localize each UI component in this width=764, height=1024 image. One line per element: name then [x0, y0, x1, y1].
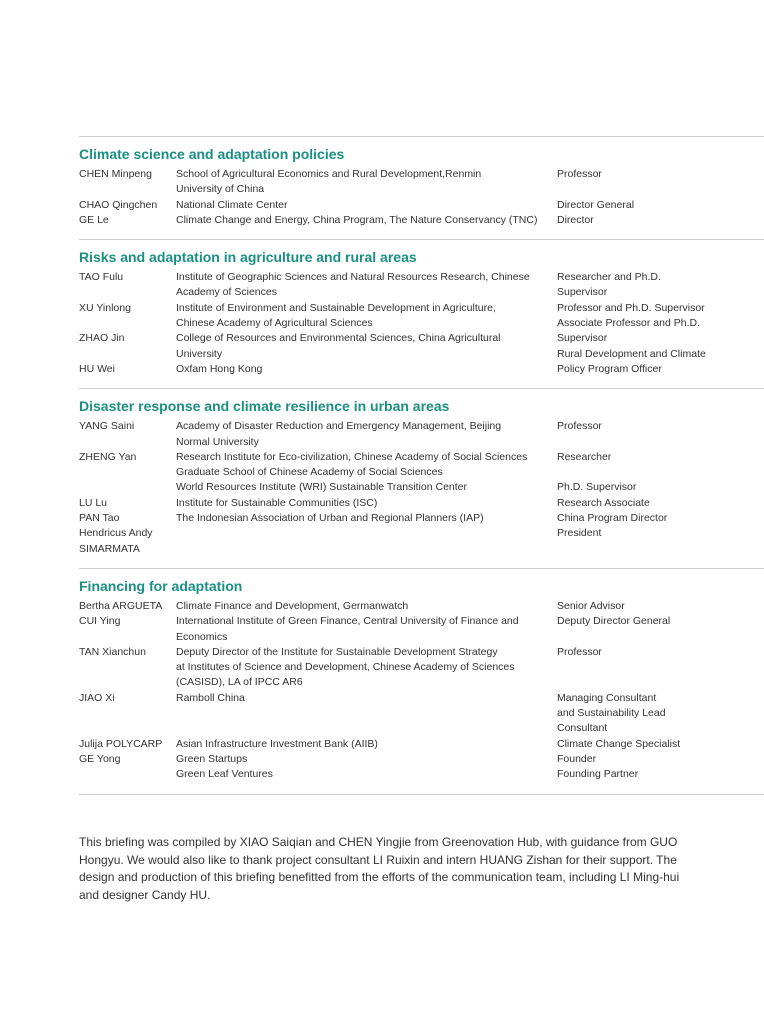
contributor-role: Research Associate [557, 496, 650, 509]
section-rows [79, 419, 764, 557]
contributor-institution: School of Agricultural Economics and Rural Development,Renmin University of China [176, 168, 482, 196]
contributor-role: Professor [557, 420, 602, 433]
contributor-institution: National Climate Center [176, 198, 288, 211]
contributor-name: ZHAO Jin [79, 332, 125, 345]
contributor-role: Director [557, 213, 594, 226]
section-divider [79, 388, 764, 389]
contributor-name: Bertha ARGUETA [79, 599, 163, 612]
contributor-role: Supervisor Rural Development and Climate [557, 332, 706, 360]
contributor-role: Professor [557, 168, 602, 180]
contributor-name: JIAO Xi [79, 691, 115, 704]
contributor-name: GE Le [79, 213, 109, 226]
table-row [79, 645, 764, 691]
contributor-name: CUI Ying [79, 615, 121, 628]
table-row [79, 198, 764, 213]
section-title-disaster-response: Disaster response and climate resilience in urban areas [79, 398, 450, 415]
table-row [79, 737, 764, 752]
section-rows [79, 599, 764, 783]
table-row [79, 450, 764, 496]
contributor-name: CHEN Minpeng [79, 168, 152, 180]
contributor-institution: Ramboll China [176, 691, 245, 704]
section-title-climate-science: Climate science and adaptation policies [79, 146, 345, 162]
table-row [79, 614, 764, 645]
table-row [79, 691, 764, 737]
contributor-role: Founder Founding Partner [557, 752, 639, 781]
contributor-institution: Institute for Sustainable Communities (ISC) [176, 496, 378, 509]
contributor-role: Climate Change Specialist [557, 737, 681, 750]
contributor-role: Director General [557, 198, 635, 211]
contributor-role: Professor [557, 645, 602, 658]
contributor-institution: Academy of Disaster Reduction and Emergency Management, Beijing Normal University [176, 420, 502, 448]
contributor-name: LU Lu [79, 496, 108, 509]
contributor-institution: Deputy Director of the Institute for Sustainable Development Strategy at Institutes of Science and Development, Chinese Academy of Sciences (CASISD), LA of IPCC AR6 [176, 645, 515, 689]
acknowledgement-paragraph: This briefing was compiled by XIAO Saiqian and CHEN Yingjie from Greenovation Hub, with guidance from GUO Hongyu. We would also like to thank project consultant LI Ruixin and intern HUANG Zishan for their support. The design and production of this briefing benefitted from the efforts of the communication team, including LI Ming-hui and designer Candy HU. [79, 835, 680, 902]
table-row [79, 331, 764, 362]
table-row [79, 301, 764, 332]
contributor-role: China Program Director [557, 512, 668, 525]
table-row [79, 213, 764, 228]
section-divider [79, 794, 764, 795]
section-title-agriculture: Risks and adaptation in agriculture and rural areas [79, 249, 417, 266]
contributor-name: TAO Fulu [79, 271, 124, 284]
contributor-role: Professor and Ph.D. Supervisor Associate Professor and Ph.D. [557, 301, 705, 330]
contributors-list [79, 136, 764, 795]
contributor-name: ZHENG Yan [79, 450, 137, 463]
contributor-name: TAN Xianchun [79, 645, 146, 658]
contributor-institution: Climate Finance and Development, Germanwatch [176, 599, 409, 612]
contributor-institution: Green Startups Green Leaf Ventures [176, 752, 273, 781]
contributor-institution: The Indonesian Association of Urban and Regional Planners (IAP) [176, 512, 484, 525]
contributor-name: YANG Saini [79, 420, 135, 433]
table-row [79, 270, 764, 301]
contributor-name: PAN Tao [79, 512, 120, 525]
contributor-name: GE Yong [79, 752, 121, 765]
table-row [79, 526, 764, 557]
contributor-institution: Oxfam Hong Kong [176, 362, 263, 375]
section-divider [79, 136, 764, 137]
table-row [79, 752, 764, 783]
contributor-institution: International Institute of Green Finance, Central University of Finance and Economics [176, 615, 519, 643]
section-divider [79, 568, 764, 569]
section-divider [79, 239, 764, 240]
contributor-institution: Climate Change and Energy, China Program, The Nature Conservancy (TNC) [176, 213, 538, 226]
table-row [79, 419, 764, 450]
contributor-institution: Asian Infrastructure Investment Bank (AIIB) [176, 737, 378, 750]
contributor-role: Managing Consultant and Sustainability Lead Consultant [557, 691, 666, 735]
contributor-role: President [557, 527, 602, 540]
contributor-name: XU Yinlong [79, 301, 131, 314]
contributor-institution: Research Institute for Eco-civilization, Chinese Academy of Social Sciences Graduate School of Chinese Academy of Social Sciences World Resources Institute (WRI) Sustainable Transition Center [176, 450, 528, 494]
table-row [79, 167, 764, 198]
contributor-name: HU Wei [79, 362, 115, 375]
table-row [79, 496, 764, 511]
contributor-institution: College of Resources and Environmental Sciences, China Agricultural University [176, 332, 501, 360]
section-rows [79, 270, 764, 377]
contributor-role: Policy Program Officer [557, 362, 662, 375]
table-row [79, 511, 764, 526]
contributor-institution [176, 526, 541, 557]
section-rows [79, 167, 764, 228]
contributor-role: Deputy Director General [557, 615, 671, 628]
table-row [79, 599, 764, 614]
contributor-institution: Institute of Environment and Sustainable Development in Agriculture, Chinese Academy of Agricultural Sciences [176, 301, 496, 330]
contributor-role: Researcher Ph.D. Supervisor [557, 450, 637, 494]
contributor-name: Julija POLYCARP [79, 737, 163, 750]
contributor-role: Researcher and Ph.D. Supervisor [557, 271, 661, 299]
table-row [79, 362, 764, 377]
section-title-financing: Financing for adaptation [79, 577, 243, 594]
contributor-name: Hendricus Andy SIMARMATA [79, 527, 153, 555]
contributor-name: CHAO Qingchen [79, 198, 158, 211]
contributor-institution: Institute of Geographic Sciences and Natural Resources Research, Chinese Academy of Sciences [176, 271, 530, 299]
contributor-role: Senior Advisor [557, 599, 625, 612]
